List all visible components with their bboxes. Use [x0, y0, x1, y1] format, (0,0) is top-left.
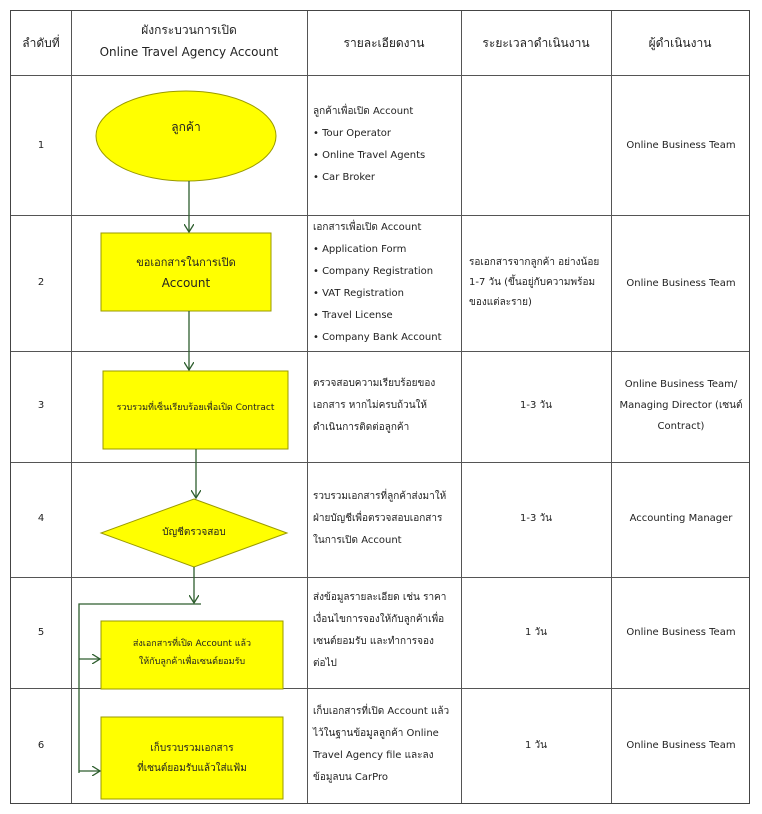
- collect-signed-label: รวบรวมที่เซ็นเรียบร้อยเพื่อเปิด Contract: [116, 403, 275, 413]
- detail-line: ต่อไป: [313, 658, 337, 669]
- period-cell-2: [461, 253, 611, 313]
- row-number: 1: [37, 140, 45, 151]
- detail-line: เอกสารเพื่อเปิด Account: [313, 222, 422, 233]
- detail-line: ฝ่ายบัญชีเพื่อตรวจสอบเอกสาร: [313, 513, 443, 524]
- detail-line: เงื่อนไขการจองให้กับลูกค้าเพื่อ: [313, 614, 445, 625]
- detail-cell-5: [313, 587, 461, 675]
- header-owner: ผู้ดำเนินงาน: [648, 36, 712, 50]
- file-documents-line2: ที่เซนต์ยอมรับแล้วใส่แฟ้ม: [137, 763, 247, 774]
- file-documents-line1: เก็บรวบรวมเอกสาร: [150, 743, 234, 754]
- detail-line: ลูกค้าเพื่อเปิด Account: [313, 106, 414, 117]
- row-number: 3: [37, 400, 45, 411]
- detail-cell-2: [313, 217, 461, 349]
- detail-cell-6: [313, 701, 461, 789]
- owner-cell-2: Online Business Team: [626, 278, 736, 289]
- customer-label: ลูกค้า: [171, 120, 201, 134]
- period-line: รอเอกสารจากลูกค้า อย่างน้อย: [469, 257, 600, 268]
- period-cell-5: 1 วัน: [525, 627, 547, 638]
- header-flow-line1: ผังกระบวนการเปิด: [141, 23, 237, 37]
- detail-line: • Company Bank Account: [313, 332, 442, 343]
- detail-line: ส่งข้อมูลรายละเอียด เช่น ราคา: [313, 592, 447, 603]
- detail-cell-4: [313, 486, 461, 552]
- detail-cell-3: [313, 373, 461, 439]
- detail-line: รวบรวมเอกสารที่ลูกค้าส่งมาให้: [313, 491, 447, 502]
- owner-cell-6: Online Business Team: [626, 740, 736, 751]
- detail-line: เก็บเอกสารที่เปิด Account แล้ว: [313, 706, 450, 717]
- send-documents-line1: ส่งเอกสารที่เปิด Account แล้ว: [132, 639, 252, 649]
- request-documents-label: [101, 253, 271, 293]
- detail-line: • Tour Operator: [313, 128, 391, 139]
- detail-line: • Car Broker: [313, 172, 376, 183]
- owner-cell-5: Online Business Team: [626, 627, 736, 638]
- period-line: 1-7 วัน (ขึ้นอยู่กับความพร้อม: [469, 277, 596, 288]
- detail-line: Travel Agency file และลง: [313, 750, 434, 761]
- detail-line: • Company Registration: [313, 266, 434, 277]
- request-documents-line1: ขอเอกสารในการเปิด: [136, 256, 236, 269]
- detail-line: • VAT Registration: [313, 288, 404, 299]
- request-documents-line2: Account: [161, 276, 211, 290]
- header-period: ระยะเวลาดำเนินงาน: [482, 36, 590, 50]
- detail-line: • Travel License: [313, 310, 393, 321]
- detail-line: ตรวจสอบความเรียบร้อยของ: [313, 378, 436, 389]
- owner-line: Contract): [657, 421, 705, 432]
- owner-cell-4: Accounting Manager: [629, 513, 733, 524]
- accounting-check-label: บัญชีตรวจสอบ: [162, 527, 226, 538]
- row-number: 4: [37, 513, 45, 524]
- detail-line: • Online Travel Agents: [313, 150, 426, 161]
- detail-line: ข้อมูลบน CarPro: [313, 772, 389, 783]
- detail-line: ไว้ในฐานข้อมูลลูกค้า Online: [313, 728, 439, 739]
- owner-cell-3: [613, 374, 749, 437]
- owner-line: Managing Director (เซนต์: [619, 400, 743, 411]
- detail-line: เอกสาร หากไม่ครบถ้วนให้: [313, 400, 428, 411]
- owner-cell-1: Online Business Team: [626, 140, 736, 151]
- row-number: 5: [37, 627, 45, 638]
- file-documents-label: [101, 739, 283, 779]
- header-detail: รายละเอียดงาน: [343, 36, 425, 50]
- send-documents-line2: ให้กับลูกค้าเพื่อเซนต์ยอมรับ: [138, 657, 246, 667]
- header-flow-line2: Online Travel Agency Account: [99, 45, 279, 59]
- detail-line: • Application Form: [313, 244, 407, 255]
- send-documents-label: [101, 635, 283, 671]
- period-line: ของแต่ละราย): [469, 297, 532, 308]
- detail-line: ในการเปิด Account: [313, 535, 402, 546]
- row-number: 2: [37, 277, 45, 288]
- header-order: ลำดับที่: [22, 36, 60, 50]
- process-table: [10, 10, 750, 804]
- row-number: 6: [37, 740, 45, 751]
- detail-cell-1: [313, 101, 461, 189]
- owner-line: Online Business Team/: [624, 379, 738, 390]
- period-cell-3: 1-3 วัน: [520, 400, 552, 411]
- detail-line: ดำเนินการติดต่อลูกค้า: [313, 422, 410, 433]
- period-cell-4: 1-3 วัน: [520, 513, 552, 524]
- detail-line: เซนต์ยอมรับ และทำการจอง: [313, 636, 434, 647]
- period-cell-6: 1 วัน: [525, 740, 547, 751]
